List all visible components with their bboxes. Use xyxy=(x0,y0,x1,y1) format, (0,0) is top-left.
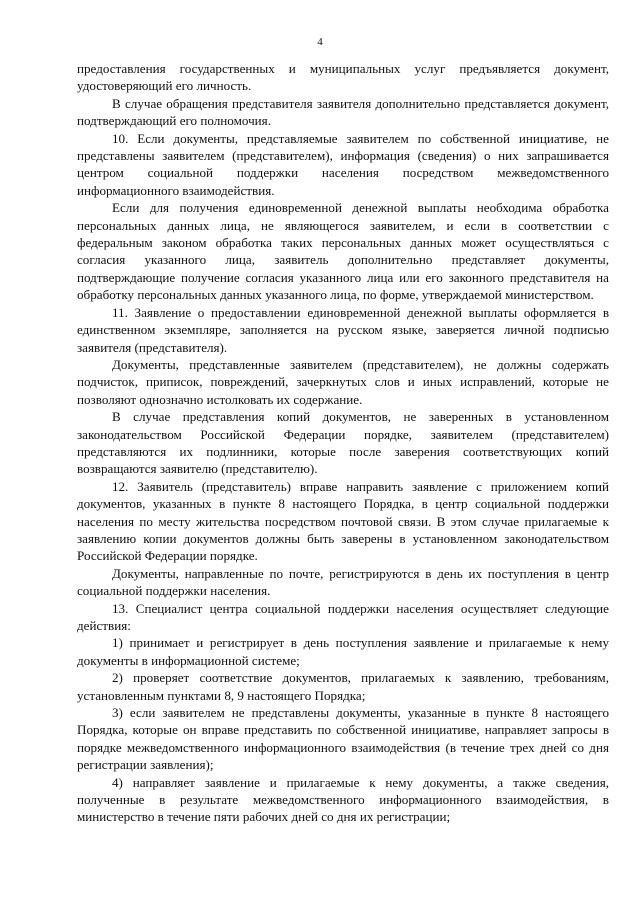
paragraph-6: Документы, представленные заявителем (представителем), не должны содержать подчисток, приписок, повреждений, зачеркнутых слов и иных исправлений, которые не позволяют однозначно истолковать их содержание. xyxy=(77,356,609,407)
paragraph-14: 4) направляет заявление и прилагаемые к нему документы, а также сведения, полученные в результате межведомственного информационного взаимодействия, в министерство в течение пяти рабочих дней со дня их регистрации; xyxy=(77,774,609,825)
paragraph-9: Документы, направленные по почте, регистрируются в день их поступления в центр социальной поддержки населения. xyxy=(77,565,609,599)
paragraph-10: 13. Специалист центра социальной поддержки населения осуществляет следующие действия: xyxy=(77,600,609,633)
paragraph-12: 2) проверяет соответствие документов, прилагаемых к заявлению, требованиям, установленным пунктами 8, 9 настоящего Порядка; xyxy=(77,670,609,703)
paragraph-5: 11. Заявление о предоставлении единовременной денежной выплаты оформляется в единственном экземпляре, заполняется на русском языке, заверяется личной подписью заявителя (представителя). xyxy=(77,304,609,355)
paragraph-13: 3) если заявителем не представлены документы, указанные в пункте 8 настоящего Порядка, которые он вправе представить по собственной инициативе, направляет запросы в порядке межведомственного информационного взаимодействия (в течение трех дней со дня регистрации заявления); xyxy=(77,705,609,773)
paragraph-8: 12. Заявитель (представитель) вправе направить заявление с приложением копий документов, указанных в пункте 8 настоящего Порядка, в центр социальной поддержки населения по месту жительства посредством почтовой связи. В этом случае прилагаемые к заявлению копии документов должны быть заверены в установленном законодательством Российской Федерации порядке. xyxy=(77,478,609,564)
paragraph-3: 10. Если документы, представляемые заявителем по собственной инициативе, не представлены заявителем (представителем), информация (сведения) о них запрашивается центром социальной поддержки населения посредством межведомственного информационного взаимодействия. xyxy=(77,130,609,198)
paragraph-1: предоставления государственных и муниципальных услуг предъявляется документ, удостоверяющий его личность. xyxy=(77,61,609,94)
page-number: 4 xyxy=(317,36,323,48)
paragraph-11: 1) принимает и регистрирует в день поступления заявление и прилагаемые к нему документы в информационной системе; xyxy=(77,635,609,668)
paragraph-4: Если для получения единовременной денежной выплаты необходима обработка персональных данных лица, не являющегося заявителем, и если в соответствии с федеральным законом обработка таких персональных данных может осуществляться с согласия указанного лица, заявитель дополнительно представляет документы, подтверждающие получение согласия указанного лица или его законного представителя на обработку персональных данных указанного лица, по форме, утверждаемой министерством. xyxy=(77,200,609,303)
document-body xyxy=(77,60,609,826)
paragraph-2: В случае обращения представителя заявителя дополнительно представляется документ, подтверждающий его полномочия. xyxy=(77,95,609,129)
paragraph-7: В случае представления копий документов, не заверенных в установленном законодательством Российской Федерации порядке, заявителем (представителем) представляются их подлинники, которые после заверения соответствующих копий возвращаются заявителю (представителю). xyxy=(77,409,609,477)
